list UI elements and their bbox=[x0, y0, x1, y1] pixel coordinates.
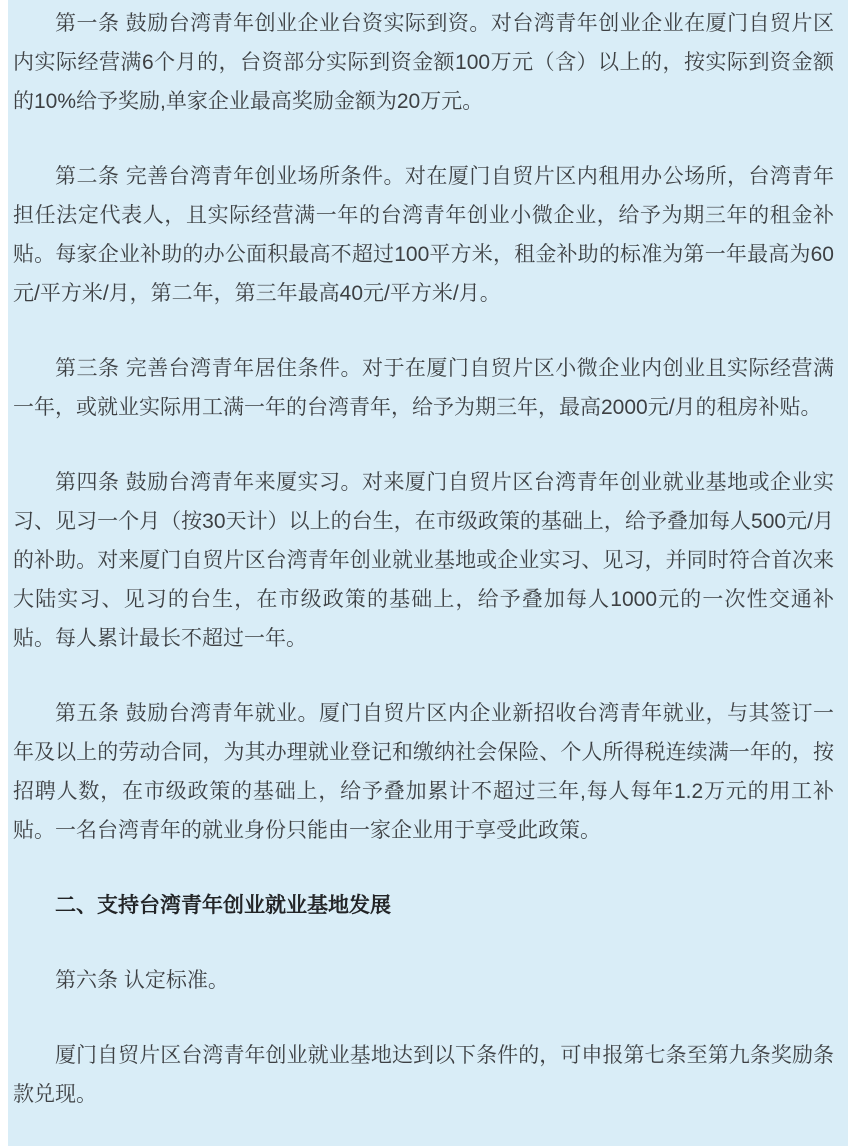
article-paragraph-1: 第一条 鼓励台湾青年创业企业台资实际到资。对台湾青年创业企业在厦门自贸片区内实际经营满6个月的，台资部分实际到资金额100万元（含）以上的，按实际到资金额的10%给予奖励,单家企业最高奖励金额为20万元。 bbox=[13, 12, 834, 113]
article-paragraph-4: 第四条 鼓励台湾青年来厦实习。对来厦门自贸片区台湾青年创业就业基地或企业实习、见习一个月（按30天计）以上的台生，在市级政策的基础上，给予叠加每人500元/月的补助。对来厦门自贸片区台湾青年创业就业基地或企业实习、见习，并同时符合首次来大陆实习、见习的台生，在市级政策的基础上，给予叠加每人1000元的一次性交通补贴。每人累计最长不超过一年。 bbox=[13, 471, 834, 650]
article-paragraph-2: 第二条 完善台湾青年创业场所条件。对在厦门自贸片区内租用办公场所，台湾青年担任法定代表人，且实际经营满一年的台湾青年创业小微企业，给予为期三年的租金补贴。每家企业补助的办公面积最高不超过100平方米，租金补助的标准为第一年最高为60元/平方米/月，第二年，第三年最高40元/平方米/月。 bbox=[13, 165, 834, 305]
article-paragraph-6: 第六条 认定标准。 bbox=[55, 969, 229, 992]
section-heading: 二、支持台湾青年创业就业基地发展 bbox=[55, 894, 391, 917]
document-panel bbox=[8, 0, 848, 1146]
article-paragraph-5: 第五条 鼓励台湾青年就业。厦门自贸片区内企业新招收台湾青年就业，与其签订一年及以上的劳动合同，为其办理就业登记和缴纳社会保险、个人所得税连续满一年的，按招聘人数，在市级政策的基础上，给予叠加累计不超过三年,每人每年1.2万元的用工补贴。一名台湾青年的就业身份只能由一家企业用于享受此政策。 bbox=[13, 702, 834, 842]
article-paragraph-3: 第三条 完善台湾青年居住条件。对于在厦门自贸片区小微企业内创业且实际经营满一年，或就业实际用工满一年的台湾青年，给予为期三年，最高2000元/月的租房补贴。 bbox=[13, 357, 834, 419]
article-paragraph-7: 厦门自贸片区台湾青年创业就业基地达到以下条件的，可申报第七条至第九条奖励条款兑现。 bbox=[13, 1044, 834, 1106]
